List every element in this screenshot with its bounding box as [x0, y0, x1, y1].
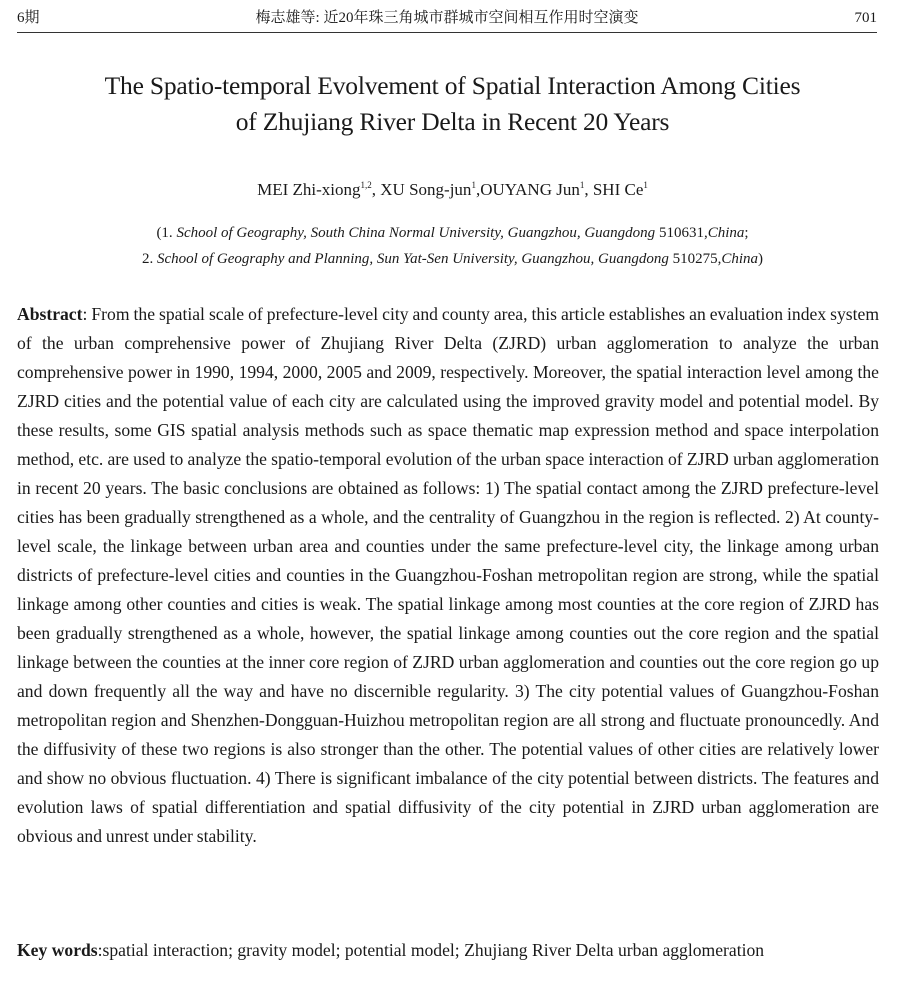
author-affiliation-mark: 1	[643, 180, 648, 190]
author-separator: ,	[371, 180, 381, 199]
affiliation-2	[0, 246, 905, 272]
title-line-2: of Zhujiang River Delta in Recent 20 Years	[235, 107, 670, 136]
affiliation-end: )	[758, 251, 764, 267]
affiliation-country: China	[707, 225, 745, 241]
affiliation-country: China	[721, 251, 759, 267]
affiliation-institution: School of Geography, South China Normal University, Guangzhou, Guangdong	[176, 225, 656, 241]
author-separator: ,	[584, 180, 593, 199]
paper-title	[0, 68, 905, 140]
author-name: MEI Zhi-xiong	[257, 180, 361, 199]
author-name: XU Song-jun	[380, 180, 472, 199]
affiliations	[0, 220, 905, 272]
abstract	[17, 300, 879, 851]
author-affiliation-mark: 1,2	[360, 180, 372, 190]
affiliation-institution: School of Geography and Planning, Sun Yat-Sen University, Guangzhou, Guangdong	[156, 251, 669, 267]
author-list	[0, 178, 905, 202]
affiliation-prefix: 2.	[141, 251, 157, 267]
running-header	[17, 6, 877, 33]
affiliation-postcode: 510631,	[655, 225, 708, 241]
keywords-label: Key words	[17, 940, 98, 960]
abstract-colon: :	[82, 304, 92, 324]
title-line-1: The Spatio-temporal Evolvement of Spatial Interaction Among Cities	[104, 71, 801, 100]
author-name: SHI Ce	[592, 180, 644, 199]
abstract-label: Abstract	[17, 304, 83, 324]
author-affiliation-mark: 1	[471, 180, 476, 190]
author-name: OUYANG Jun	[480, 180, 580, 199]
page-number: 701	[854, 10, 877, 26]
issue-number: 6期	[17, 10, 40, 26]
keywords	[17, 936, 879, 964]
abstract-text: From the spatial scale of prefecture-level city and county area, this article establishes an evaluation index system of the urban comprehensive power of Zhujiang River Delta (ZJRD) urban agglomeration to analyze the urban comprehensive power in 1990, 1994, 2000, 2005 and 2009, respectively. Moreover, the spatial interaction level among the ZJRD cities and the potential value of each city are calculated using the improved gravity model and potential model. By these results, some GIS spatial analysis methods such as space thematic map expression method and space interpolation method, etc. are used to analyze the spatio-temporal evolution of the urban space interaction of ZJRD urban agglomeration in recent 20 years. The basic conclusions are obtained as follows: 1) The spatial contact among the ZJRD prefecture-level cities has been gradually strengthened as a whole, and the centrality of Guangzhou in the region is reflected. 2) At county-level scale, the linkage between urban area and counties under the same prefecture-level city, the linkage among urban districts of prefecture-level cities and counties in the Guangzhou-Foshan metropolitan region are strong, while the spatial linkage among other counties and cities is weak. The spatial linkage among most counties at the core region of ZJRD has been gradually strengthened as a whole, however, the spatial linkage among counties out the core region and the spatial linkage between the counties at the inner core region of ZJRD urban agglomeration and counties out the core region go up and down frequently all the way and have no discernible regularity. 3) The city potential values of Guangzhou-Foshan metropolitan region and Shenzhen-Dongguan-Huizhou metropolitan region are all strong and fluctuate pronouncedly. And the diffusivity of these two regions is also stronger than the other. The potential values of other cities are relatively lower and show no obvious fluctuation. 4) There is significant imbalance of the city potential between districts. The features and evolution laws of spatial differentiation and spatial diffusivity of the city potential in ZJRD urban agglomeration are obvious and unrest under stability.	[17, 304, 880, 846]
affiliation-1	[0, 220, 905, 246]
affiliation-postcode: 510275,	[668, 251, 722, 267]
author-separator: ,	[475, 180, 481, 199]
keywords-text: :spatial interaction; gravity model; potential model; Zhujiang River Delta urban agglomeration	[97, 940, 765, 960]
author-affiliation-mark: 1	[579, 180, 585, 190]
affiliation-end: ;	[744, 225, 749, 241]
affiliation-prefix: (1.	[156, 225, 177, 241]
running-title: 梅志雄等: 近20年珠三角城市群城市空间相互作用时空演变	[255, 10, 639, 26]
